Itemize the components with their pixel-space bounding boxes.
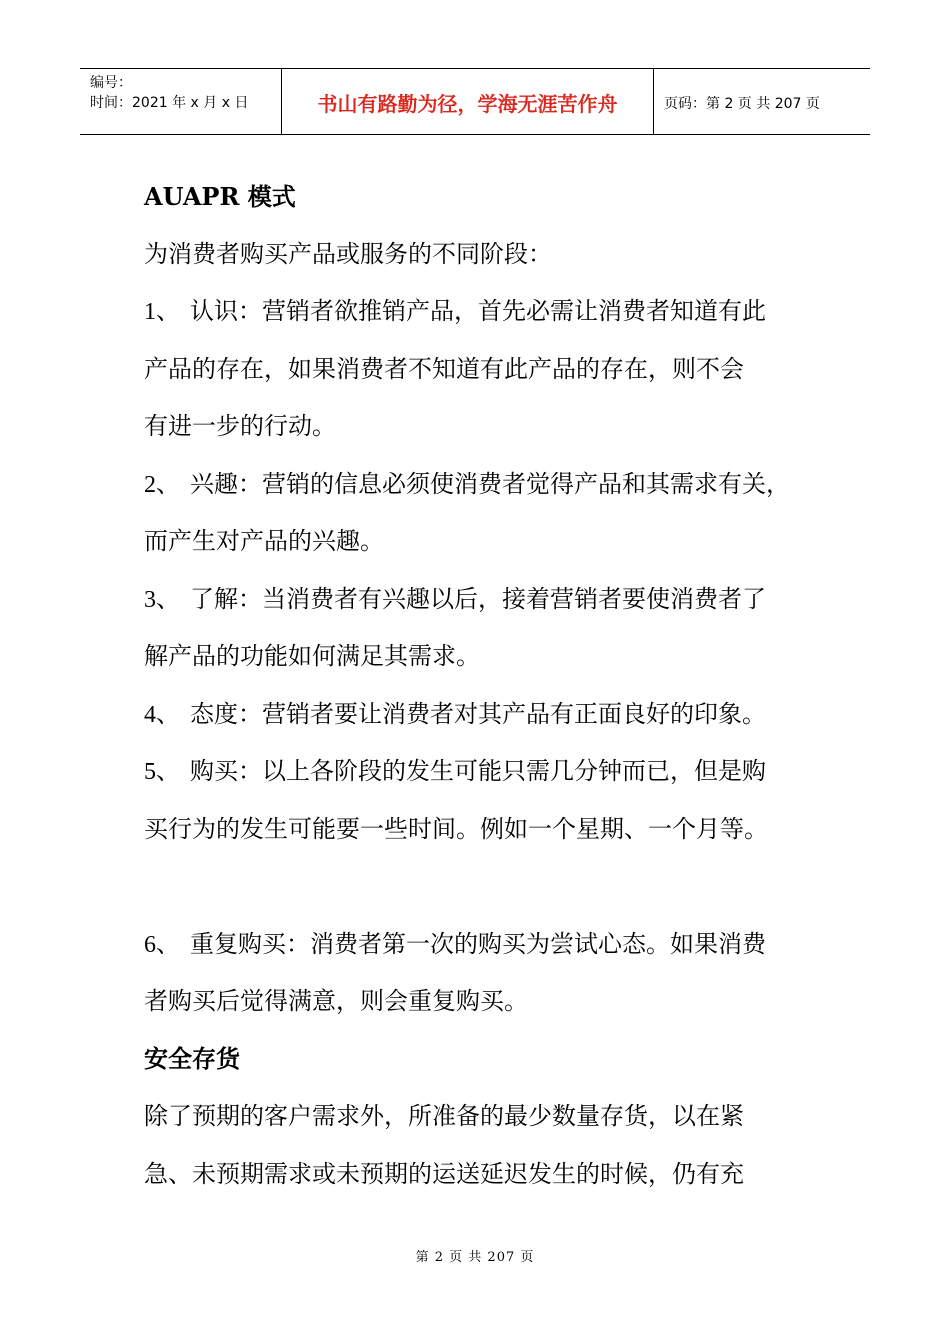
document-body (144, 168, 824, 1203)
page-footer: 第 2 页 共 207 页 (415, 1250, 535, 1265)
item-number: 3、 (144, 586, 180, 613)
item-number: 2、 (144, 471, 180, 498)
item-number: 6、 (144, 931, 180, 958)
list-item-3-cont: 解产品的功能如何满足其需求。 (144, 642, 480, 670)
item-number: 1、 (144, 299, 180, 325)
header-meta (80, 69, 282, 134)
list-item-2 (144, 456, 824, 514)
header-page-info: 页码：第 2 页 共 207 页 (664, 95, 820, 112)
item-text: 兴趣：营销的信息必须使消费者觉得产品和其需求有关， (190, 469, 790, 498)
item-text: 了解：当消费者有兴趣以后，接着营销者要使消费者了 (190, 584, 766, 613)
list-item-5 (144, 743, 824, 801)
code-label: 编号： (90, 75, 132, 91)
item-text: 购买：以上各阶段的发生可能只需几分钟而已，但是购 (190, 757, 766, 785)
list-item-1-cont: 有进一步的行动。 (144, 412, 336, 440)
item-text: 认识：营销者欲推销产品，首先必需让消费者知道有此 (190, 297, 766, 325)
blank-line (144, 858, 824, 916)
list-item-2-cont: 而产生对产品的兴趣。 (144, 527, 384, 555)
list-item-1 (144, 283, 824, 341)
page-header (80, 68, 870, 135)
list-item-3 (144, 571, 824, 629)
item-number: 4、 (144, 701, 180, 728)
date-label: 时间：2021 年 x 月 x 日 (90, 95, 249, 111)
item-text: 重复购买：消费者第一次的购买为尝试心态。如果消费 (190, 929, 766, 958)
list-item-4 (144, 686, 824, 744)
list-item-5-cont: 买行为的发生可能要一些时间。例如一个星期、一个月等。 (144, 814, 768, 843)
list-item-6 (144, 916, 824, 974)
list-item-6-cont: 者购买后觉得满意，则会重复购买。 (144, 987, 528, 1015)
intro-paragraph: 为消费者购买产品或服务的不同阶段： (144, 239, 552, 268)
safety-stock-paragraph: 除了预期的客户需求外，所准备的最少数量存货，以在紧 (144, 1102, 744, 1130)
item-text: 态度：营销者要让消费者对其产品有正面良好的印象。 (190, 699, 766, 728)
section-heading-auapr: AUAPR 模式 (144, 182, 296, 211)
header-motto: 书山有路勤为径，学海无涯苦作舟 (282, 69, 654, 134)
section-heading-safety-stock: 安全存货 (144, 1044, 240, 1073)
list-item-1-cont: 产品的存在，如果消费者不知道有此产品的存在，则不会 (144, 354, 744, 383)
safety-stock-paragraph-cont: 急、未预期需求或未预期的运送延迟发生的时候，仍有充 (144, 1159, 744, 1188)
item-number: 5、 (144, 759, 180, 785)
